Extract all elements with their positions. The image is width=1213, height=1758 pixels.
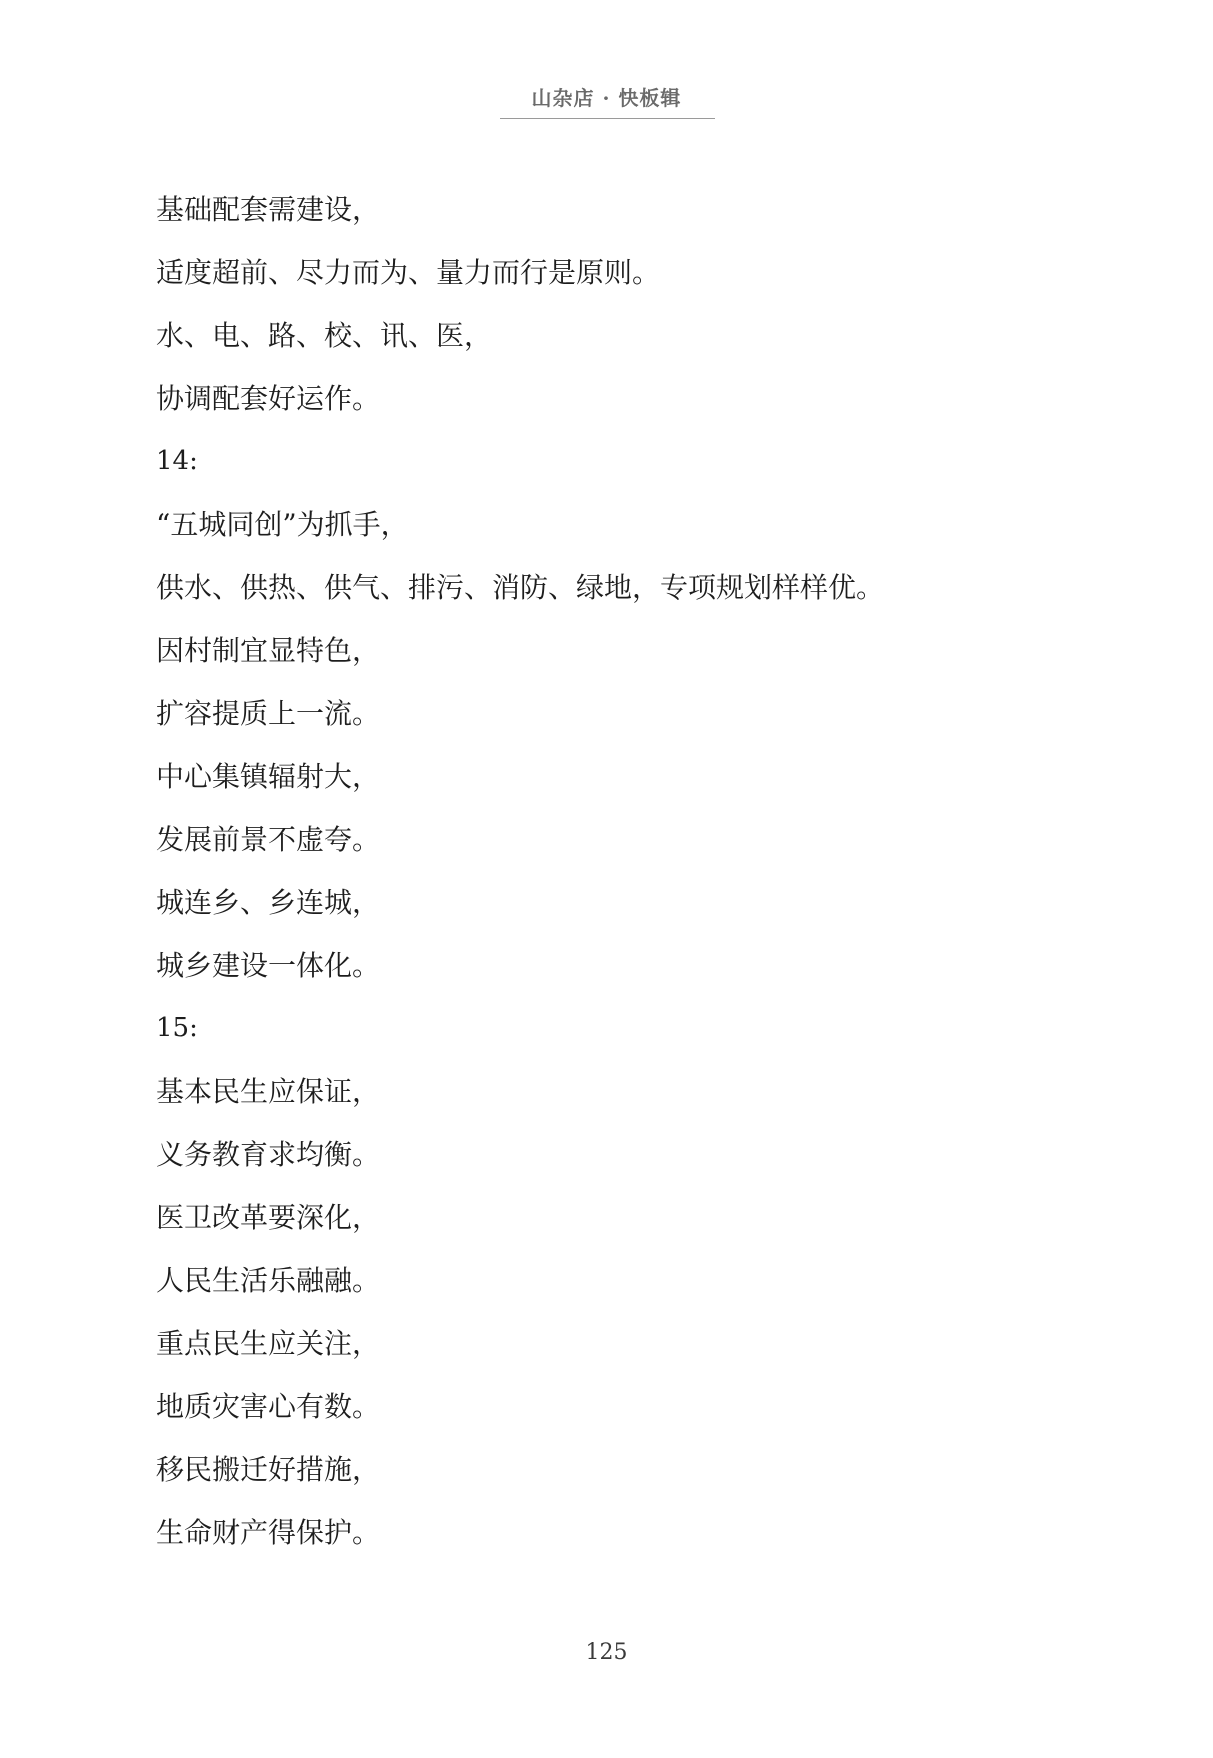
header-rule (500, 118, 715, 119)
poem-line: 水、电、路、校、讯、医， (156, 319, 493, 352)
poem-line: 协调配套好运作。 (156, 382, 381, 415)
poem-line: 移民搬迁好措施， (156, 1453, 381, 1486)
poem-line: 基础配套需建设， (156, 193, 381, 226)
poem-line: 供水、供热、供气、排污、消防、绿地，专项规划样样优。 (156, 571, 885, 604)
section-number: 14: (156, 446, 198, 476)
poem-line: 适度超前、尽力而为、量力而行是原则。 (156, 256, 661, 289)
poem-line: 扩容提质上一流。 (156, 697, 381, 730)
poem-line: 生命财产得保护。 (156, 1516, 381, 1549)
page-number: 125 (585, 1640, 628, 1665)
poem-line: 发展前景不虚夸。 (156, 823, 381, 856)
poem-line: 地质灾害心有数。 (156, 1390, 381, 1423)
poem-line: 人民生活乐融融。 (156, 1264, 381, 1297)
poem-line: 因村制宜显特色， (156, 634, 381, 667)
poem-line: “五城同创”为抓手， (156, 508, 409, 541)
running-header: 山杂店 · 快板辑 (531, 86, 682, 110)
poem-line: 中心集镇辐射大， (156, 760, 381, 793)
poem-line: 重点民生应关注， (156, 1327, 381, 1360)
poem-line: 医卫改革要深化， (156, 1201, 381, 1234)
poem-body (156, 178, 1076, 1564)
poem-line: 义务教育求均衡。 (156, 1138, 381, 1171)
poem-line: 城连乡、乡连城， (156, 886, 381, 919)
poem-line: 基本民生应保证， (156, 1075, 381, 1108)
poem-line: 城乡建设一体化。 (156, 949, 381, 982)
section-number: 15: (156, 1013, 198, 1043)
